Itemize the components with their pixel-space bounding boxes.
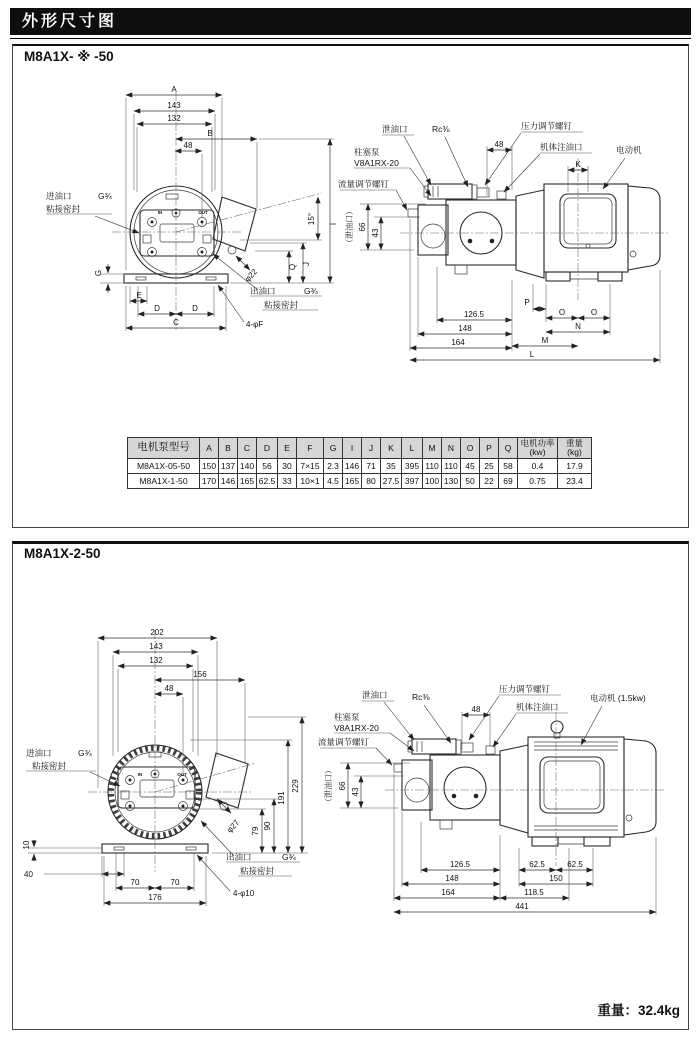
motor-label: 电动机 (616, 145, 642, 155)
cell: 22 (480, 474, 499, 489)
s1-side-view-outline (408, 184, 660, 281)
dim-43: 43 (351, 787, 360, 797)
cell: 17.9 (558, 459, 592, 474)
dim-143: 143 (167, 101, 181, 110)
col-header: F (297, 438, 324, 459)
cell: 7×15 (297, 459, 324, 474)
col-header: P (480, 438, 499, 459)
dim-79: 79 (251, 826, 260, 836)
col-header: J (362, 438, 381, 459)
dim-40: 40 (24, 870, 33, 879)
dim-d1: D (154, 304, 160, 313)
col-header: B (219, 438, 238, 459)
cell: M8A1X-05-50 (128, 459, 200, 474)
dim-202: 202 (150, 628, 164, 637)
cell: 35 (381, 459, 402, 474)
port-in-marking: IN (137, 772, 143, 777)
cell: 62.5 (257, 474, 278, 489)
port-out-marking: OUT (177, 772, 187, 777)
cell: 30 (278, 459, 297, 474)
col-header: K (381, 438, 402, 459)
dim-70a: 70 (130, 878, 140, 887)
dim-dia27: φ27 (225, 818, 242, 835)
col-header: G (324, 438, 343, 459)
dim-62-5a: 62.5 (529, 860, 545, 869)
dim-132: 132 (149, 656, 163, 665)
section1-model-label: M8A1X- ※ -50 (24, 49, 114, 64)
dim-156: 156 (193, 670, 207, 679)
piston-pump-label: 柱塞泵 (334, 712, 360, 722)
dim-48: 48 (183, 141, 193, 150)
dim-a: A (171, 85, 177, 94)
page-title: 外形尺寸图 (10, 8, 691, 35)
s1-front-dimensions (46, 95, 334, 331)
dim-176: 176 (148, 893, 162, 902)
thread-label: Rc⅜ (412, 692, 430, 702)
col-header: 电机功率(kw) (518, 438, 558, 459)
oil-fill-label: 机体注油口 (540, 142, 583, 152)
inlet-seal-label: 粘接密封 (46, 204, 81, 214)
dim-126-5: 126.5 (463, 310, 485, 319)
outlet-seal-label: 粘接密封 (264, 300, 299, 310)
drain-port-label: 泄油口 (362, 690, 388, 700)
col-header: N (442, 438, 461, 459)
oil-fill-label: 机体注油口 (516, 702, 559, 712)
col-header: E (278, 438, 297, 459)
dim-o1: O (558, 308, 566, 317)
dim-q: Q (288, 263, 297, 271)
cell: 165 (343, 474, 362, 489)
s1-front-labels (46, 85, 338, 329)
dim-126-5: 126.5 (449, 860, 471, 869)
cell: 80 (362, 474, 381, 489)
mount-holes-label: 4-φF (246, 320, 264, 329)
cell: 130 (442, 474, 461, 489)
cell: 2.3 (324, 459, 343, 474)
dim-191: 191 (277, 791, 286, 805)
dim-g: G (94, 269, 103, 277)
cell: 45 (461, 459, 480, 474)
inlet-port-label: 进油口 (46, 191, 72, 201)
cell: 56 (257, 459, 278, 474)
dimension-table (127, 437, 592, 489)
inlet-size-label: G¾ (78, 748, 92, 758)
dim-66: 66 (358, 222, 367, 232)
dim-90: 90 (263, 821, 272, 831)
col-header: O (461, 438, 480, 459)
col-header: 重量 (kg) (558, 438, 592, 459)
outlet-size-label: G¾ (282, 852, 296, 862)
col-header: M (423, 438, 442, 459)
section2-model-label: M8A1X-2-50 (24, 546, 101, 561)
dim-150: 150 (549, 874, 563, 883)
dim-132: 132 (167, 114, 181, 123)
cell: 146 (219, 474, 238, 489)
col-header: L (402, 438, 423, 459)
inlet-port-label: 进油口 (26, 748, 52, 758)
cell: 0.75 (518, 474, 558, 489)
drain-port-label: 泄油口 (382, 124, 408, 134)
dim-o2: O (590, 308, 598, 317)
thread-label: Rc⅜ (432, 124, 450, 134)
cell: 4.5 (324, 474, 343, 489)
dim-c: C (173, 318, 179, 327)
cell: 0.4 (518, 459, 558, 474)
s2-side-centerlines (385, 712, 664, 866)
piston-pump-label: 柱塞泵 (354, 147, 380, 157)
flow-screw-label: 流量调节螺钉 (338, 179, 390, 189)
dim-164: 164 (451, 338, 465, 347)
dim-148: 148 (458, 324, 472, 333)
cell: 150 (200, 459, 219, 474)
cell: 25 (480, 459, 499, 474)
cell: 397 (402, 474, 423, 489)
dim-70b: 70 (170, 878, 180, 887)
table-header-row (128, 438, 592, 459)
title-underline (10, 38, 691, 39)
cell: 71 (362, 459, 381, 474)
cell: 170 (200, 474, 219, 489)
dim-15deg: 15° (307, 212, 316, 226)
dim-48: 48 (164, 684, 174, 693)
col-header: 电机泵型号 (128, 438, 200, 459)
dim-k: K (575, 160, 581, 169)
section2-drawings (13, 615, 687, 925)
col-header: I (343, 438, 362, 459)
cell: M8A1X-1-50 (128, 474, 200, 489)
col-header: A (200, 438, 219, 459)
dim-229: 229 (291, 779, 300, 793)
col-header: Q (499, 438, 518, 459)
dim-143: 143 (149, 642, 163, 651)
dim-43: 43 (371, 228, 380, 238)
dim-i: I (329, 222, 338, 226)
port-out-marking: OUT (198, 210, 208, 215)
dim-10: 10 (22, 840, 31, 850)
col-header: D (257, 438, 278, 459)
outlet-port-label: 出油口 (226, 852, 252, 862)
table-row (128, 474, 592, 489)
outlet-size-label: G¾ (304, 286, 318, 296)
motor-label: 电动机 (1.5kw) (590, 693, 646, 703)
weight-note: 重量：32.4kg (597, 1003, 680, 1018)
flow-screw-label: 流量调节螺钉 (318, 737, 370, 747)
inlet-seal-label: 粘接密封 (32, 761, 67, 771)
cell: 58 (499, 459, 518, 474)
dim-n: N (575, 322, 581, 331)
dim-164: 164 (441, 888, 455, 897)
dim-e: E (136, 291, 142, 300)
s2-side-labels (318, 684, 646, 911)
drain-port-vertical-label: （泄油口） (345, 207, 354, 247)
s1-front-view-outline (124, 186, 256, 283)
dim-m: M (541, 336, 549, 345)
dim-48: 48 (471, 705, 481, 714)
pump-model-label: V8A1RX-20 (354, 158, 399, 168)
cell: 33 (278, 474, 297, 489)
cell: 110 (423, 459, 442, 474)
cell: 165 (238, 474, 257, 489)
outlet-seal-label: 粘接密封 (240, 866, 275, 876)
cell: 146 (343, 459, 362, 474)
drain-port-vertical-label: （泄油口） (324, 766, 333, 806)
dim-d2: D (192, 304, 198, 313)
s2-front-labels (22, 628, 300, 902)
cell: 137 (219, 459, 238, 474)
cell: 50 (461, 474, 480, 489)
dim-p: P (524, 298, 530, 307)
inlet-size-label: G¾ (98, 191, 112, 201)
mount-holes-label: 4-φ10 (233, 889, 255, 898)
dim-441: 441 (515, 902, 529, 911)
dim-b: B (207, 129, 213, 138)
dim-j: J (302, 262, 311, 266)
dim-48: 48 (494, 140, 504, 149)
cell: 69 (499, 474, 518, 489)
cell: 23.4 (558, 474, 592, 489)
dim-66: 66 (338, 781, 347, 791)
dim-118-5: 118.5 (524, 888, 544, 897)
outlet-port-label: 出油口 (250, 286, 276, 296)
cell: 27.5 (381, 474, 402, 489)
dim-62-5b: 62.5 (567, 860, 583, 869)
cell: 10×1 (297, 474, 324, 489)
pump-model-label: V8A1RX-20 (334, 723, 379, 733)
cell: 100 (423, 474, 442, 489)
port-in-marking: IN (157, 210, 163, 215)
dim-l: L (529, 350, 535, 359)
pressure-screw-label: 压力调节螺钉 (521, 121, 573, 131)
s2-side-view-outline (394, 721, 656, 846)
dim-dia22: φ22 (243, 267, 260, 284)
pressure-screw-label: 压力调节螺钉 (499, 684, 551, 694)
cell: 395 (402, 459, 423, 474)
dim-148: 148 (445, 874, 459, 883)
table-row (128, 459, 592, 474)
section1-drawings (13, 82, 687, 372)
cell: 110 (442, 459, 461, 474)
col-header: C (238, 438, 257, 459)
cell: 140 (238, 459, 257, 474)
